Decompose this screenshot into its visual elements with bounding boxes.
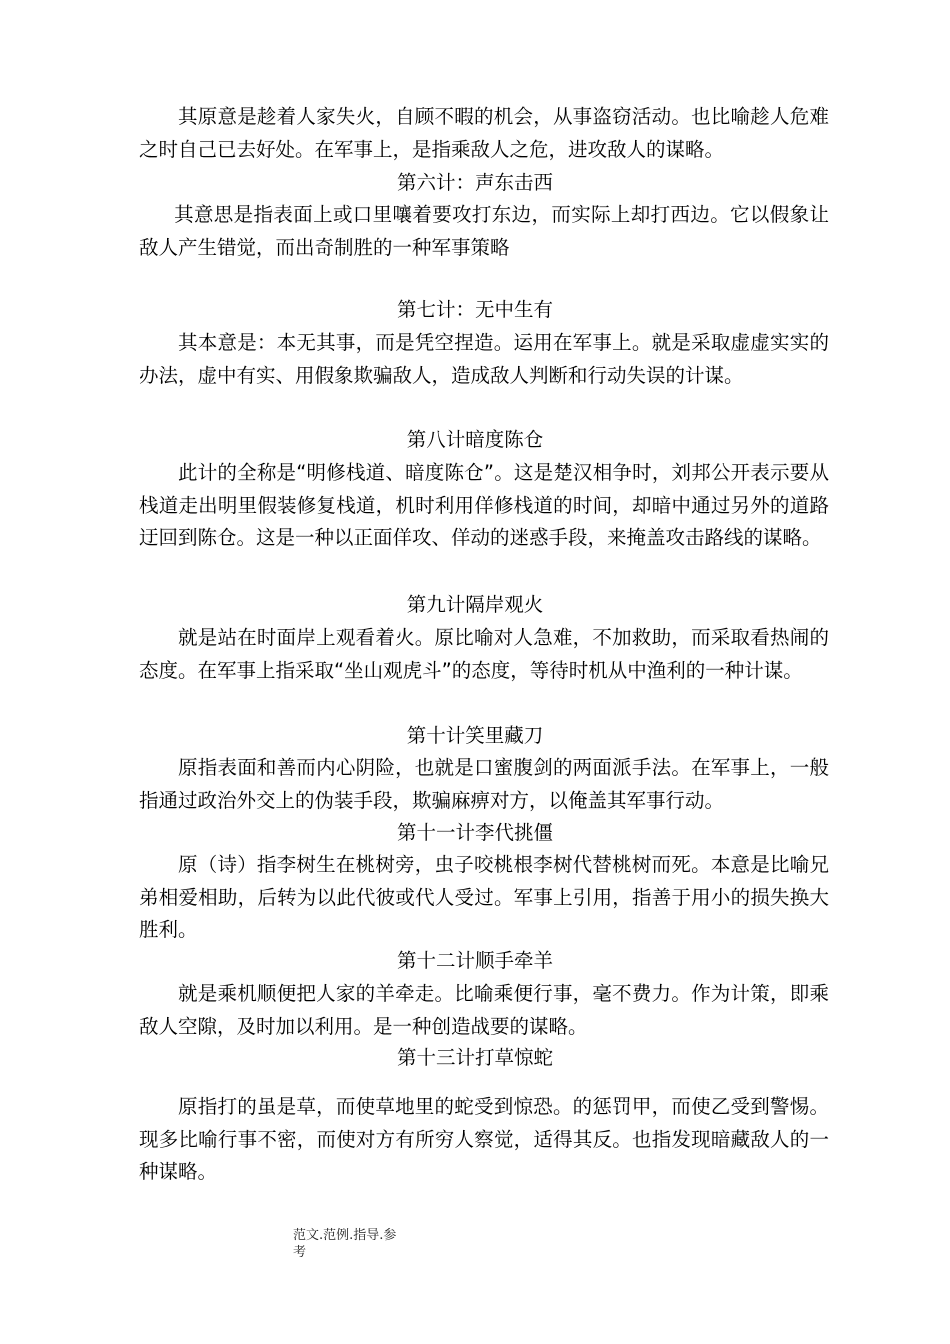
heading-13: 第十三计打草惊蛇: [396, 1046, 553, 1069]
footer-line-1: 范文.范例.指导.参: [293, 1228, 397, 1243]
paragraph-intro: 其原意是趁着人家失火，自顾不暇的机会，从事盗窃活动。也比喻趁人危难之时自己已去好处。在军事上，是指乘敌人之危，进攻敌人的谋略。: [139, 105, 829, 161]
heading-7: 第七计：无中生有: [396, 298, 553, 321]
paragraph-10: 原指表面和善而内心阴险，也就是口蜜腹剑的两面派手法。在军事上，一般指通过政治外交上的伪装手段，欺骗麻痹对方，以俺盖其军事行动。: [139, 756, 829, 812]
page-footer: [293, 1227, 413, 1261]
paragraph-13: 原指打的虽是草，而使草地里的蛇受到惊恐。的惩罚甲，而使乙受到警惕。现多比喻行事不密，而使对方有所穷人察觉，适得其反。也指发现暗藏敌人的一种谋略。: [139, 1095, 829, 1183]
heading-10: 第十计笑里藏刀: [406, 724, 544, 747]
paragraph-11: 原（诗）指李树生在桃树旁，虫子咬桃根李树代替桃树而死。本意是比喻兄弟相爱相助，后转为以此代彼或代人受过。军事上引用，指善于用小的损失换大胜利。: [139, 853, 829, 941]
footer-line-2: 考: [293, 1245, 307, 1260]
heading-6: 第六计：声东击西: [396, 171, 553, 194]
paragraph-6: 其意思是指表面上或口里嚷着要攻打东边，而实际上却打西边。它以假象让敌人产生错觉，而出奇制胜的一种军事策略: [139, 203, 829, 259]
paragraph-12: 就是乘机顺便把人家的羊牵走。比喻乘便行事，毫不费力。作为计策，即乘敌人空隙，及时加以利用。是一种创造战要的谋略。: [139, 982, 829, 1038]
paragraph-8: 此计的全称是“明修栈道、暗度陈仓”。这是楚汉相争时，刘邦公开表示要从栈道走出明里假装修复栈道，机时利用佯修栈道的时间，却暗中通过另外的道路迂回到陈仓。这是一种以正面佯攻、佯动的迷惑手段，来掩盖攻击路线的谋略。: [139, 461, 829, 549]
heading-12: 第十二计顺手牵羊: [396, 949, 553, 972]
heading-9: 第九计隔岸观火: [406, 593, 544, 616]
heading-11: 第十一计李代挑僵: [396, 821, 553, 844]
heading-8: 第八计暗度陈仓: [406, 428, 544, 451]
paragraph-9: 就是站在时面岸上观看着火。原比喻对人急难，不加救助，而采取看热闹的态度。在军事上指采取“坐山观虎斗”的态度，等待时机从中渔利的一种计谋。: [139, 626, 829, 682]
paragraph-7: 其本意是：本无其事，而是凭空捏造。运用在军事上。就是采取虚虚实实的办法，虚中有实、用假象欺骗敌人，造成敌人判断和行动失误的计谋。: [139, 331, 829, 387]
